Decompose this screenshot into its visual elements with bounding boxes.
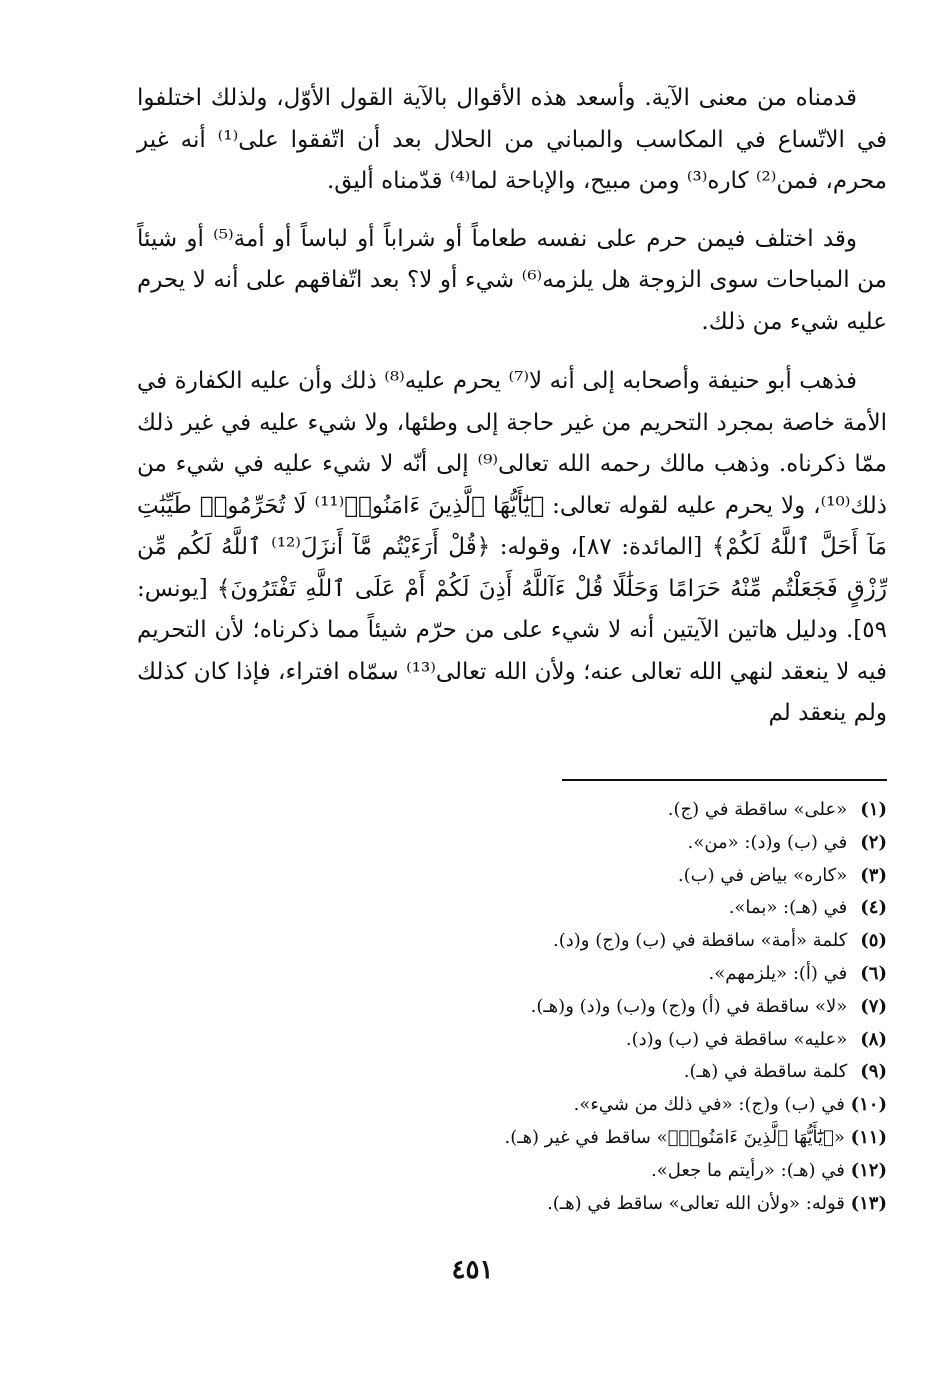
footnote-5 xyxy=(67,925,887,958)
footnote-text: «كاره» بياض في (ب). xyxy=(677,864,848,886)
footnote-number: (٨) xyxy=(860,1028,887,1050)
footnote-number: (١٠) xyxy=(850,1094,887,1116)
footnote-9 xyxy=(67,1056,887,1089)
footnote-number: (٩) xyxy=(860,1061,887,1083)
paragraph-3: فذهب أبو حنيفة وأصحابه إلى أنه لا⁽⁷⁾ يحرم عليه⁽⁸⁾ ذلك وأن عليه الكفارة في الأمة خاصة بمجرد التحريم من غير حاجة إلى وطئها، ولا شيء عليه في غير ذلك ممّا ذكرناه. وذهب مالك رحمه الله تعالى⁽⁹⁾ إلى أنّه لا شيء عليه في شيء من ذلك⁽¹⁰⁾، ولا يحرم عليه لقوله تعالى: ﴿يَٰٓأَيُّهَا ٱلَّذِينَ ءَامَنُوا۟⁽¹¹⁾ لَا تُحَرِّمُوا۟ طَيِّبَٰتِ مَآ أَحَلَّ ٱللَّهُ لَكُمْ﴾ [المائدة: ٨٧]، وقوله: ﴿قُلْ أَرَءَيْتُم مَّآ أَنزَلَ⁽¹²⁾ ٱللَّهُ لَكُم مِّن رِّزْقٍ فَجَعَلْتُم مِّنْهُ حَرَامًا وَحَلَٰلًا قُلْ ءَآللَّهُ أَذِنَ لَكُمْ أَمْ عَلَى ٱللَّهِ تَفْتَرُونَ﴾ [يونس: ٥٩]. ودليل هاتين الآيتين أنه لا شيء على من حرّم شيئاً مما ذكرناه؛ لأن التحريم فيه لا ينعقد لنهي الله تعالى عنه؛ ولأن الله تعالى⁽¹³⁾ سمّاه افتراء، فإذا كان كذلك ولم ينعقد لم xyxy=(137,368,888,726)
footnote-7 xyxy=(67,991,887,1024)
footnote-4 xyxy=(67,892,887,925)
footnotes-list xyxy=(67,794,887,1220)
footnote-8 xyxy=(67,1024,887,1057)
paragraph-2: وقد اختلف فيمن حرم على نفسه طعاماً أو شراباً أو لباساً أو أمة⁽⁵⁾ أو شيئاً من المباحات سوى الزوجة هل يلزمه⁽⁶⁾ شيء أو لا؟ بعد اتّفاقهم على أنه لا يحرم عليه شيء من ذلك. xyxy=(137,225,887,335)
footnote-text: في (هـ): «رأيتم ما جعل». xyxy=(651,1159,845,1181)
footnote-number: (٦) xyxy=(860,962,887,984)
footnote-text: «على» ساقطة في (ج). xyxy=(667,799,848,820)
footnote-6 xyxy=(67,958,887,991)
footnote-text: «عليه» ساقطة في (ب) و(د). xyxy=(625,1028,848,1050)
footnote-text: قوله: «ولأن الله تعالى» ساقط في (هـ). xyxy=(547,1192,845,1214)
main-text xyxy=(137,78,887,735)
footnote-10 xyxy=(67,1089,887,1122)
footnote-number: (٧) xyxy=(860,995,887,1017)
footnote-separator xyxy=(562,779,887,781)
footnote-1 xyxy=(67,794,887,827)
footnote-12 xyxy=(67,1155,887,1188)
footnote-number: (٣) xyxy=(860,864,887,886)
footnote-text: «لا» ساقطة في (أ) و(ج) و(ب) و(د) و(هـ). xyxy=(530,995,848,1017)
footnote-3 xyxy=(67,860,887,893)
footnote-number: (٥) xyxy=(860,930,887,952)
footnote-text: «﴿يَٰٓأَيُّهَا ٱلَّذِينَ ءَامَنُوا۟﴾» ساقط في غير (هـ). xyxy=(504,1126,845,1148)
footnote-2 xyxy=(67,827,887,860)
footnote-number: (٤) xyxy=(860,897,887,919)
footnote-text: كلمة ساقطة في (هـ). xyxy=(683,1061,848,1083)
footnote-number: (١٢) xyxy=(850,1159,887,1181)
footnote-13 xyxy=(67,1188,887,1221)
footnote-number: (١١) xyxy=(850,1126,887,1148)
footnote-text: كلمة «أمة» ساقطة في (ب) و(ج) و(د). xyxy=(553,930,848,952)
footnote-number: (١) xyxy=(860,799,887,820)
footnote-11 xyxy=(67,1122,887,1155)
footnote-text: في (ب) و(ج): «في ذلك من شيء». xyxy=(573,1094,845,1116)
footnote-text: في (هـ): «بما». xyxy=(728,897,848,919)
footnote-number: (٢) xyxy=(860,831,887,853)
footnote-text: في (ب) و(د): «من». xyxy=(687,831,848,853)
footnote-number: (١٣) xyxy=(850,1192,887,1214)
page-number: ٤٥١ xyxy=(451,1255,494,1285)
footnote-text: في (أ): «يلزمهم». xyxy=(708,962,848,984)
paragraph-1: قدمناه من معنى الآية. وأسعد هذه الأقوال بالآية القول الأوّل، ولذلك اختلفوا في الاتّساع في المكاسب والمباني من الحلال بعد أن اتّفقوا على⁽¹⁾ أنه غير محرم، فمن⁽²⁾ كاره⁽³⁾ ومن مبيح، والإباحة لما⁽⁴⁾ قدّمناه أليق. xyxy=(137,85,887,194)
